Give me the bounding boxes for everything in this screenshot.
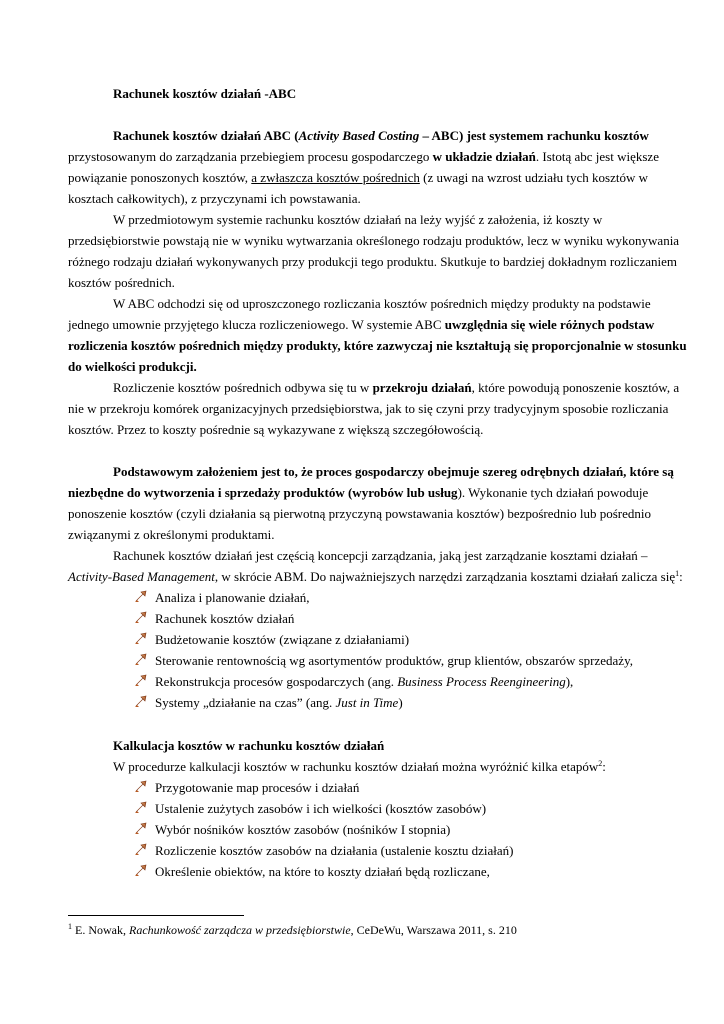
list1-item: Budżetowanie kosztów (związane z działaniami) <box>155 632 410 647</box>
list1-item: Rekonstrukcja procesów gospodarczych (ang. Business Process Reengineering), <box>155 674 574 689</box>
p4-line1: Rozliczenie kosztów pośrednich odbywa się tu w przekroju działań, które powodują ponoszenie kosztów, a <box>113 380 680 395</box>
p3-line3: rozliczenia kosztów pośrednich między produkty, które zazwyczaj nie kształtują się proporcjonalnie w stosunku <box>68 338 687 353</box>
p6-line2: Activity-Based Management, w skrócie ABM. Do najważniejszych narzędzi zarządzania kosztami działań zalicza się$^1$: <box>68 569 683 584</box>
p1-line1: Rachunek kosztów działań ABC (Activity Based Costing – ABC) jest systemem rachunku kosztów <box>113 128 649 143</box>
list1-item: Systemy „działanie na czas” (ang. Just in Time) <box>155 695 403 710</box>
arrow-bullet-icon <box>134 694 148 708</box>
footnote-separator <box>68 915 244 916</box>
section-heading: Kalkulacja kosztów w rachunku kosztów działań <box>113 738 385 753</box>
arrow-bullet-icon <box>134 821 148 835</box>
p5-line2: niezbędne do wytworzenia i sprzedaży produktów (wyrobów lub usług). Wykonanie tych działań powoduje <box>68 485 649 500</box>
p6-line1: Rachunek kosztów działań jest częścią koncepcji zarządzania, jaką jest zarządzanie kosztami działań – <box>113 548 648 563</box>
page-title: Rachunek kosztów działań -ABC <box>113 86 297 101</box>
p1-line4: kosztach całkowitych), z przyczynami ich powstawania. <box>68 191 361 206</box>
list1-item: Sterowanie rentownością wg asortymentów produktów, grup klientów, obszarów sprzedaży, <box>155 653 633 668</box>
list2-item: Ustalenie zużytych zasobów i ich wielkości (kosztów zasobów) <box>155 801 487 816</box>
p4-line2: nie w przekroju komórek organizacyjnych przedsiębiorstwa, jak to się czyni przy tradycyjnym sposobie rozliczania <box>68 401 669 416</box>
list2-item: Przygotowanie map procesów i działań <box>155 780 360 795</box>
p4-line3: kosztów. Przez to koszty pośrednie są wykazywane z większą szczegółowością. <box>68 422 484 437</box>
list2-item: Wybór nośników kosztów zasobów (nośników I stopnia) <box>155 822 451 837</box>
list2-item: Rozliczenie kosztów zasobów na działania (ustalenie kosztu działań) <box>155 843 514 858</box>
list1-item: Analiza i planowanie działań, <box>155 590 310 605</box>
p5-line4: związanymi z określonymi produktami. <box>68 527 275 542</box>
footnote: $^1$ E. Nowak, Rachunkowość zarządcza w przedsiębiorstwie, CeDeWu, Warszawa 2011, s. 210 <box>68 922 517 937</box>
list1-item: Rachunek kosztów działań <box>155 611 295 626</box>
list2-item: Określenie obiektów, na które to koszty działań będą rozliczane, <box>155 864 490 879</box>
p1-line3: powiązanie ponoszonych kosztów, a zwłaszcza kosztów pośrednich (z uwagi na wzrost udziału tych kosztów w <box>68 170 649 185</box>
p3-line2: jednego umownie przyjętego klucza rozliczeniowego. W systemie ABC uwzględnia się wiele różnych podstaw <box>68 317 655 332</box>
p2-line2: przedsiębiorstwie powstają nie w wyniku wytwarzania określonego rodzaju produktów, lecz w wyniku wykonywania <box>68 233 680 248</box>
p3-line1: W ABC odchodzi się od uproszczonego rozliczania kosztów pośrednich między produkty na podstawie <box>113 296 651 311</box>
arrow-bullet-icon <box>134 800 148 814</box>
arrow-bullet-icon <box>134 610 148 624</box>
p3-line4: do wielkości produkcji. <box>68 359 197 374</box>
p2-line1: W przedmiotowym systemie rachunku kosztów działań na leży wyjść z założenia, iż koszty w <box>113 212 603 227</box>
arrow-bullet-icon <box>134 842 148 856</box>
arrow-bullet-icon <box>134 779 148 793</box>
p7-line1: W procedurze kalkulacji kosztów w rachunku kosztów działań można wyróżnić kilka etapów$^2$: <box>113 759 606 774</box>
p5-line3: ponoszenie kosztów (czyli działania są pierwotną przyczyną powstawania kosztów) bezpośrednio lub pośrednio <box>68 506 652 521</box>
p2-line4: kosztów pośrednich. <box>68 275 175 290</box>
arrow-bullet-icon <box>134 652 148 666</box>
p1-line2: przystosowanym do zarządzania przebiegiem procesu gospodarczego w układzie działań. Istotą abc jest większe <box>68 149 659 164</box>
arrow-bullet-icon <box>134 631 148 645</box>
p2-line3: różnego rodzaju działań wykonywanych przy produkcji tego produktu. Skutkuje to bardziej dokładnym rozliczaniem <box>68 254 678 269</box>
arrow-bullet-icon <box>134 863 148 877</box>
arrow-bullet-icon <box>134 589 148 603</box>
p5-line1: Podstawowym założeniem jest to, że proces gospodarczy obejmuje szereg odrębnych działań, które są <box>113 464 674 479</box>
footnote-ref-2[interactable]: 2 <box>598 759 603 768</box>
footnote-ref-1[interactable]: 1 <box>675 569 680 578</box>
arrow-bullet-icon <box>134 673 148 687</box>
